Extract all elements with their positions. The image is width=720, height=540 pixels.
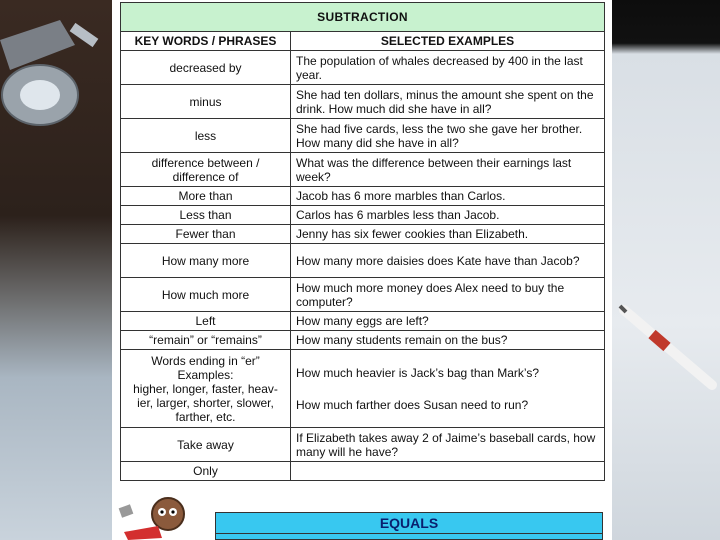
keyword-cell — [121, 350, 291, 428]
example-line: How much farther does Susan need to run? — [296, 397, 529, 412]
keyword-cell: Less than — [121, 206, 291, 225]
example-cell: Carlos has 6 marbles less than Jacob. — [291, 206, 605, 225]
example-cell — [291, 350, 605, 428]
keyword-cell: Fewer than — [121, 225, 291, 244]
keyword-cell: More than — [121, 187, 291, 206]
example-cell: How many more daisies does Kate have than Jacob? — [291, 244, 605, 278]
table-row — [121, 244, 605, 278]
mascot-icon — [118, 492, 188, 540]
table-row — [121, 206, 605, 225]
keyword-cell: Take away — [121, 428, 291, 462]
keyword-cell: difference between / difference of — [121, 153, 291, 187]
table-row — [121, 85, 605, 119]
equals-table — [215, 512, 603, 540]
example-cell: The population of whales decreased by 400 in the last year. — [291, 51, 605, 85]
keyword-cell: Only — [121, 462, 291, 481]
example-line: How much heavier is Jack’s bag than Mark’s? — [296, 365, 539, 380]
example-cell: How many eggs are left? — [291, 312, 605, 331]
table-row — [121, 428, 605, 462]
table-row — [121, 51, 605, 85]
table-row — [121, 331, 605, 350]
example-cell: How many students remain on the bus? — [291, 331, 605, 350]
keyword-line: farther, etc. — [175, 409, 236, 424]
keyword-cell: minus — [121, 85, 291, 119]
keyword-line: ier, larger, shorter, slower, — [137, 395, 274, 410]
desk-lamp-icon — [0, 0, 110, 130]
header-keywords: KEY WORDS / PHRASES — [121, 32, 291, 51]
keyword-cell: less — [121, 119, 291, 153]
table-row — [121, 312, 605, 331]
table-title: SUBTRACTION — [121, 3, 605, 32]
keyword-cell: “remain” or “remains” — [121, 331, 291, 350]
table-row — [121, 278, 605, 312]
keyword-cell: decreased by — [121, 51, 291, 85]
example-cell: How much more money does Alex need to buy the computer? — [291, 278, 605, 312]
example-cell — [291, 462, 605, 481]
example-cell: Jenny has six fewer cookies than Elizabeth. — [291, 225, 605, 244]
table-row-er-words — [121, 350, 605, 428]
header-examples: SELECTED EXAMPLES — [291, 32, 605, 51]
example-cell: Jacob has 6 more marbles than Carlos. — [291, 187, 605, 206]
example-cell: She had five cards, less the two she gave her brother. How many did she have in all? — [291, 119, 605, 153]
keyword-line: Words ending in “er” — [151, 353, 260, 368]
table-row — [121, 225, 605, 244]
keyword-cell: How many more — [121, 244, 291, 278]
table-row — [121, 187, 605, 206]
table-row — [121, 119, 605, 153]
table-row — [121, 153, 605, 187]
pen-icon — [612, 300, 720, 400]
table-row — [121, 462, 605, 481]
subtraction-table — [120, 2, 605, 481]
keyword-cell: How much more — [121, 278, 291, 312]
keyword-cell: Left — [121, 312, 291, 331]
example-cell: If Elizabeth takes away 2 of Jaime’s baseball cards, how many will he have? — [291, 428, 605, 462]
example-cell: What was the difference between their earnings last week? — [291, 153, 605, 187]
equals-title: EQUALS — [216, 513, 602, 534]
keyword-line: higher, longer, faster, heav- — [133, 381, 278, 396]
keyword-line: Examples: — [177, 367, 234, 382]
background-right — [612, 0, 720, 540]
example-cell: She had ten dollars, minus the amount she spent on the drink. How much did she have in all? — [291, 85, 605, 119]
